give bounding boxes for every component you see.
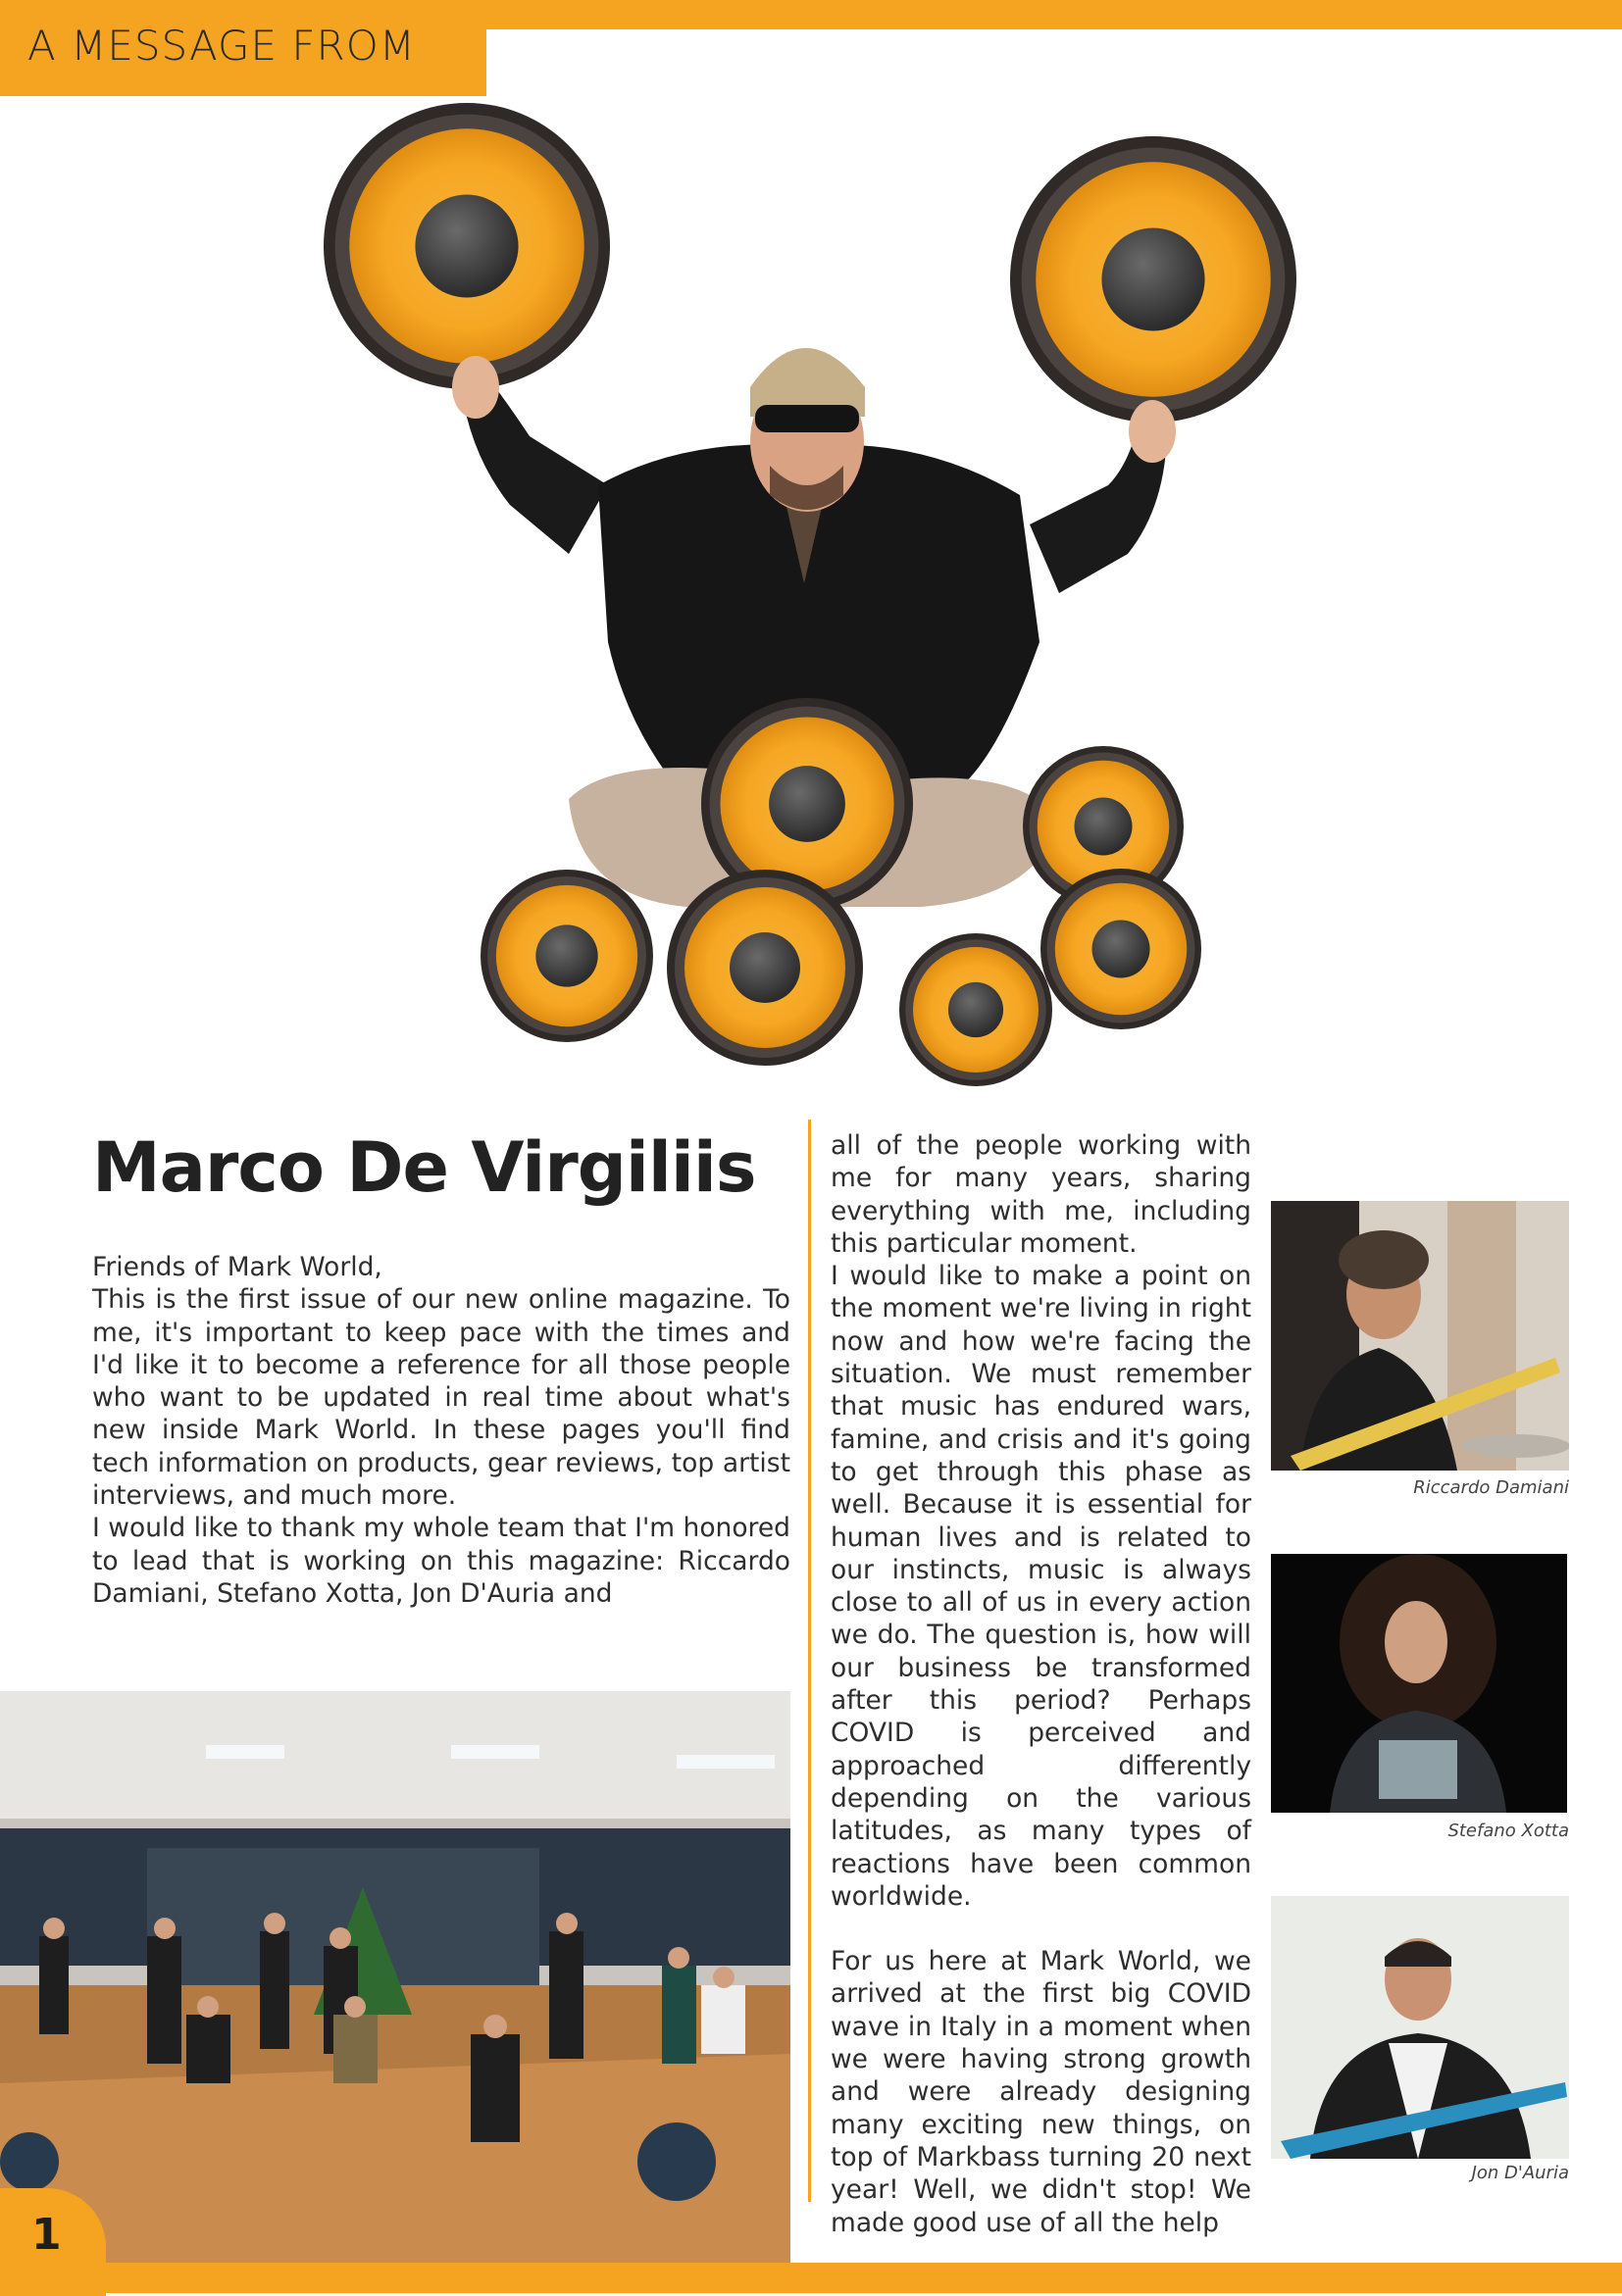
paragraph: This is the first issue of our new online magazine. To me, it's important to keep pace with the times and I'd like it to become a reference for all those people who want to be updated in real time about what's new inside Mark World. In these pages you'll find tech information on products, gear reviews, top artist interviews, and much more. bbox=[92, 1284, 790, 1512]
paragraph: I would like to make a point on the moment we're living in right now and how we're facing the situation. We must remember that music has endured wars, famine, and crisis and it's going to get through this phase as well. Because it is essential for human lives and is related to our instincts, music is always close to all of us in every action we do. The question is, how will our business be transformed after this period? Perhaps COVID is perceived and approached differently depending on the various latitudes, as many types of reactions have been common worldwide. bbox=[831, 1261, 1251, 1912]
paragraph: For us here at Mark World, we arrived at the first big COVID wave in Italy in a moment when we were having strong growth and were already designing many exciting new things, on top of Markbass turning 20 next year! Well, we didn't stop! We made good use of all the help bbox=[831, 1946, 1251, 2238]
section-label: A MESSAGE FROM bbox=[27, 22, 417, 70]
page-number: 1 bbox=[31, 2210, 62, 2260]
team-photo-riccardo bbox=[1271, 1201, 1569, 1510]
team-photo-stefano bbox=[1271, 1554, 1569, 1863]
photo-caption: Jon D'Auria bbox=[1471, 2163, 1569, 2183]
photo-riccardo-damiani bbox=[1271, 1201, 1569, 1471]
section-tab bbox=[0, 0, 486, 96]
article-left-column bbox=[92, 1251, 790, 1610]
team-photo-jon bbox=[1271, 1896, 1569, 2205]
photo-stefano-xotta bbox=[1271, 1554, 1567, 1813]
paragraph: all of the people working with me for many years, sharing everything with me, including this particular moment. bbox=[831, 1130, 1251, 1259]
hero-photo bbox=[314, 93, 1304, 1098]
paragraph: I would like to thank my whole team that I'm honored to lead that is working on this magazine: Riccardo Damiani, Stefano Xotta, Jon D'Auria and bbox=[92, 1513, 790, 1609]
photo-caption: Stefano Xotta bbox=[1447, 1821, 1569, 1841]
photo-jon-dauria bbox=[1271, 1896, 1569, 2159]
author-name: Marco De Virgiliis bbox=[92, 1127, 756, 1208]
paragraph: Friends of Mark World, bbox=[92, 1252, 382, 1282]
article-right-column bbox=[831, 1129, 1251, 2239]
column-divider bbox=[808, 1120, 811, 2202]
photo-caption: Riccardo Damiani bbox=[1413, 1477, 1569, 1498]
team-group-photo bbox=[0, 1691, 790, 2263]
bottom-accent-bar bbox=[0, 2263, 1622, 2293]
